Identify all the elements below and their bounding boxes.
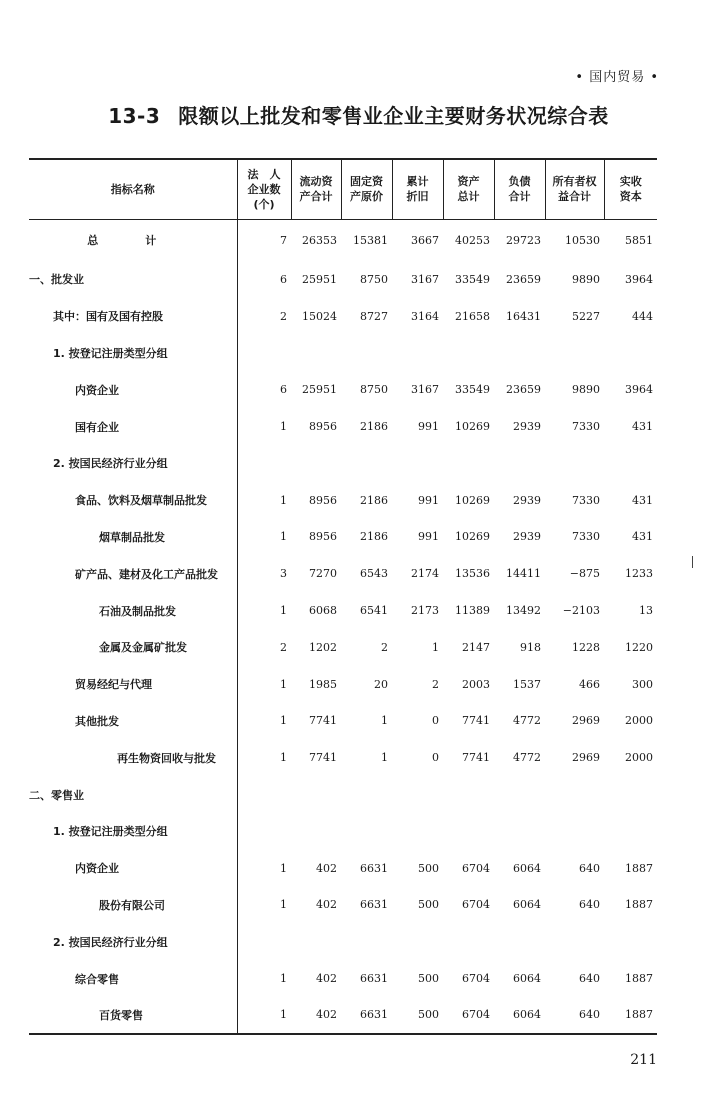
cell-value (604, 813, 657, 850)
row-label: 矿产品、建材及化工产品批发 (75, 567, 218, 581)
cell-value: 2939 (513, 530, 541, 544)
cell-value: −875 (569, 567, 600, 581)
cell-value: 2186 (360, 530, 388, 544)
cell-value: 8727 (360, 309, 388, 323)
margin-mark (692, 556, 693, 568)
section-label: • 国内贸易 • (575, 70, 659, 85)
cell-value: 1 (237, 850, 291, 887)
row-label: 其中：国有及国有控股 (53, 310, 163, 324)
row-label: 股份有限公司 (99, 898, 165, 912)
cell-value: 1887 (625, 898, 653, 912)
cell-value: 6 (237, 371, 291, 408)
cell-value: 2186 (360, 493, 388, 507)
cell-value (291, 445, 341, 482)
row-label: 二、零售业 (29, 788, 84, 802)
cell-value: 1 (432, 640, 439, 654)
cell-value: 1 (237, 739, 291, 776)
cell-value: 1 (381, 751, 388, 765)
cell-value: 1202 (309, 640, 337, 654)
row-label: 其他批发 (75, 714, 119, 728)
cell-value: 6631 (360, 898, 388, 912)
cell-value: 500 (418, 898, 439, 912)
cell-value (545, 813, 604, 850)
cell-value (545, 445, 604, 482)
table-row (29, 850, 657, 887)
cell-value: 402 (291, 997, 341, 1034)
cell-value: 23659 (506, 383, 541, 397)
cell-value: 6064 (513, 861, 541, 875)
cell-value: 1233 (625, 567, 653, 581)
cell-value: 6068 (309, 604, 337, 618)
table-row (29, 960, 657, 997)
table-row (29, 813, 657, 850)
cell-value: 1 (381, 714, 388, 728)
cell-value: 1 (237, 519, 291, 556)
table-header-row (29, 159, 657, 219)
cell-value (291, 813, 341, 850)
cell-value: 2 (237, 298, 291, 335)
column-header: 所有者权 益合计 (545, 159, 604, 219)
cell-value: 3964 (625, 272, 653, 286)
column-header: 资产 总计 (443, 159, 494, 219)
cell-value: 1 (237, 703, 291, 740)
cell-value: 466 (579, 677, 600, 691)
cell-value (392, 923, 443, 960)
cell-value: 11389 (455, 604, 490, 618)
cell-value (545, 776, 604, 813)
cell-value (237, 776, 291, 813)
cell-value: 402 (316, 972, 337, 986)
cell-value (604, 923, 657, 960)
cell-value (341, 445, 392, 482)
column-header: 负债 合计 (494, 159, 545, 219)
cell-value: 10269 (455, 530, 490, 544)
cell-value: 1 (237, 482, 291, 519)
cell-value: 3667 (411, 233, 439, 247)
cell-value (237, 445, 291, 482)
cell-value: 10269 (455, 420, 490, 434)
cell-value: 3 (237, 555, 291, 592)
cell-value: 6631 (360, 972, 388, 986)
table-row (29, 776, 657, 813)
cell-value (392, 445, 443, 482)
cell-value: 1 (237, 997, 291, 1034)
cell-value: 6064 (513, 898, 541, 912)
cell-value (392, 813, 443, 850)
page-number: 211 (630, 1052, 657, 1068)
cell-value: 1 (237, 666, 291, 703)
cell-value (494, 335, 545, 372)
cell-value: 2 (381, 640, 388, 654)
cell-value: 640 (579, 898, 600, 912)
cell-value: 2000 (625, 714, 653, 728)
cell-value: 3164 (411, 309, 439, 323)
cell-value: 2147 (462, 640, 490, 654)
cell-value: 431 (632, 530, 653, 544)
cell-value: 13492 (506, 604, 541, 618)
cell-value (291, 923, 341, 960)
table-body (29, 219, 657, 1034)
row-label: 综合零售 (75, 972, 119, 986)
cell-value: 10269 (455, 493, 490, 507)
cell-value: 2 (432, 677, 439, 691)
row-label: 食品、饮料及烟草制品批发 (75, 494, 207, 508)
cell-value: 402 (316, 898, 337, 912)
column-header: 法 人 企业数 (个) (237, 159, 291, 219)
cell-value: 7 (237, 219, 291, 261)
cell-value: 1887 (625, 972, 653, 986)
cell-value (443, 776, 494, 813)
table-row (29, 555, 657, 592)
cell-value (291, 335, 341, 372)
cell-value: 6064 (513, 972, 541, 986)
cell-value: 7741 (462, 751, 490, 765)
cell-value: −2103 (562, 604, 600, 618)
cell-value (237, 813, 291, 850)
table-row (29, 739, 657, 776)
cell-value: 1887 (604, 997, 657, 1034)
cell-value: 8750 (360, 272, 388, 286)
cell-value: 0 (432, 714, 439, 728)
cell-value: 40253 (455, 233, 490, 247)
table-row (29, 298, 657, 335)
row-label: 金属及金属矿批发 (99, 641, 187, 655)
row-label: 国有企业 (75, 420, 119, 434)
cell-value: 6 (237, 261, 291, 298)
cell-value (291, 776, 341, 813)
column-header: 流动资 产合计 (291, 159, 341, 219)
cell-value: 2173 (411, 604, 439, 618)
cell-value: 15024 (302, 309, 337, 323)
table-title: 限额以上批发和零售业企业主要财务状况综合表 (178, 104, 609, 128)
cell-value: 4772 (513, 714, 541, 728)
column-header: 实收 资本 (604, 159, 657, 219)
table-row (29, 482, 657, 519)
table-row (29, 371, 657, 408)
cell-value: 4772 (513, 751, 541, 765)
cell-value: 7270 (309, 567, 337, 581)
row-label: 1. 按登记注册类型分组 (53, 825, 168, 839)
cell-value: 2969 (572, 751, 600, 765)
cell-value: 6064 (494, 997, 545, 1034)
cell-value: 2186 (360, 420, 388, 434)
cell-value: 9890 (572, 383, 600, 397)
cell-value: 1 (237, 408, 291, 445)
cell-value: 444 (632, 309, 653, 323)
cell-value: 25951 (302, 272, 337, 286)
cell-value (341, 335, 392, 372)
cell-value: 1 (237, 887, 291, 924)
cell-value: 7330 (572, 493, 600, 507)
cell-value: 7741 (462, 714, 490, 728)
cell-value (392, 335, 443, 372)
cell-value: 26353 (302, 233, 337, 247)
cell-value: 7741 (309, 751, 337, 765)
cell-value: 6704 (462, 898, 490, 912)
cell-value: 3167 (411, 272, 439, 286)
cell-value: 2939 (513, 420, 541, 434)
cell-value: 13536 (455, 567, 490, 581)
cell-value: 640 (545, 997, 604, 1034)
row-label: 石油及制品批发 (99, 604, 176, 618)
column-header: 固定资 产原价 (341, 159, 392, 219)
row-label: 内资企业 (75, 383, 119, 397)
cell-value (443, 445, 494, 482)
cell-value: 3964 (625, 383, 653, 397)
cell-value: 500 (418, 861, 439, 875)
cell-value: 5851 (625, 233, 653, 247)
table-row (29, 887, 657, 924)
cell-value: 7330 (572, 530, 600, 544)
cell-value (443, 813, 494, 850)
column-header: 累计 折旧 (392, 159, 443, 219)
table-row (29, 666, 657, 703)
cell-value: 2000 (625, 751, 653, 765)
cell-value (341, 923, 392, 960)
table-row (29, 592, 657, 629)
cell-value: 6631 (341, 997, 392, 1034)
cell-value (443, 923, 494, 960)
cell-value: 21658 (455, 309, 490, 323)
cell-value: 431 (632, 493, 653, 507)
cell-value: 9890 (572, 272, 600, 286)
cell-value: 2174 (411, 567, 439, 581)
cell-value: 1985 (309, 677, 337, 691)
cell-value: 15381 (353, 233, 388, 247)
cell-value: 14411 (506, 567, 541, 581)
cell-value (494, 813, 545, 850)
row-label: 百货零售 (29, 997, 237, 1034)
cell-value: 640 (579, 861, 600, 875)
cell-value (237, 335, 291, 372)
cell-value: 1887 (625, 861, 653, 875)
cell-value: 640 (579, 972, 600, 986)
cell-value: 29723 (506, 233, 541, 247)
row-label: 烟草制品批发 (99, 530, 165, 544)
financial-summary-table (29, 158, 657, 1035)
cell-value: 1537 (513, 677, 541, 691)
cell-value (341, 813, 392, 850)
cell-value (545, 923, 604, 960)
row-label: 总 计 (87, 234, 175, 248)
cell-value: 6704 (443, 997, 494, 1034)
cell-value: 25951 (302, 383, 337, 397)
cell-value (392, 776, 443, 813)
cell-value: 16431 (506, 309, 541, 323)
cell-value: 13 (639, 604, 653, 618)
cell-value: 8956 (309, 530, 337, 544)
cell-value: 8956 (309, 493, 337, 507)
row-label: 内资企业 (75, 862, 119, 876)
cell-value (443, 335, 494, 372)
cell-value: 2939 (513, 493, 541, 507)
cell-value: 8956 (309, 420, 337, 434)
cell-value: 6704 (462, 972, 490, 986)
row-label: 贸易经纪与代理 (75, 678, 152, 692)
cell-value (604, 776, 657, 813)
cell-value: 8750 (360, 383, 388, 397)
table-row (29, 997, 657, 1034)
table-row (29, 445, 657, 482)
cell-value: 33549 (455, 272, 490, 286)
cell-value: 500 (418, 972, 439, 986)
row-label: 一、批发业 (29, 273, 84, 287)
cell-value: 3167 (411, 383, 439, 397)
cell-value: 1228 (572, 640, 600, 654)
cell-value: 1220 (625, 640, 653, 654)
cell-value (604, 335, 657, 372)
table-row (29, 219, 657, 261)
cell-value: 2003 (462, 677, 490, 691)
cell-value: 2 (237, 629, 291, 666)
cell-value (237, 923, 291, 960)
cell-value: 20 (374, 677, 388, 691)
page-title (0, 100, 717, 129)
cell-value: 6704 (462, 861, 490, 875)
cell-value (494, 776, 545, 813)
table-number: 13-3 (108, 104, 161, 128)
cell-value: 33549 (455, 383, 490, 397)
cell-value: 23659 (506, 272, 541, 286)
cell-value: 7741 (309, 714, 337, 728)
cell-value: 5227 (572, 309, 600, 323)
row-label: 1. 按登记注册类型分组 (53, 346, 168, 360)
table-row (29, 261, 657, 298)
cell-value: 0 (432, 751, 439, 765)
table-row (29, 519, 657, 556)
column-header-indicator-name: 指标名称 (29, 159, 237, 219)
cell-value: 991 (418, 493, 439, 507)
table-row (29, 923, 657, 960)
cell-value: 1 (237, 960, 291, 997)
cell-value: 6541 (360, 604, 388, 618)
cell-value: 7330 (572, 420, 600, 434)
table-row (29, 408, 657, 445)
cell-value: 991 (418, 530, 439, 544)
table-row (29, 703, 657, 740)
row-label: 2. 按国民经济行业分组 (53, 457, 168, 471)
cell-value: 10530 (565, 233, 600, 247)
cell-value: 300 (632, 677, 653, 691)
cell-value: 2969 (572, 714, 600, 728)
cell-value: 991 (418, 420, 439, 434)
cell-value (604, 445, 657, 482)
cell-value (341, 776, 392, 813)
cell-value: 431 (632, 420, 653, 434)
cell-value: 6543 (360, 567, 388, 581)
table-row (29, 335, 657, 372)
table-row (29, 629, 657, 666)
cell-value (494, 445, 545, 482)
row-label: 2. 按国民经济行业分组 (53, 935, 168, 949)
cell-value (545, 335, 604, 372)
cell-value (494, 923, 545, 960)
cell-value: 1 (237, 592, 291, 629)
cell-value: 918 (520, 640, 541, 654)
cell-value: 402 (316, 861, 337, 875)
cell-value: 500 (392, 997, 443, 1034)
cell-value: 6631 (360, 861, 388, 875)
row-label: 再生物资回收与批发 (117, 751, 216, 765)
